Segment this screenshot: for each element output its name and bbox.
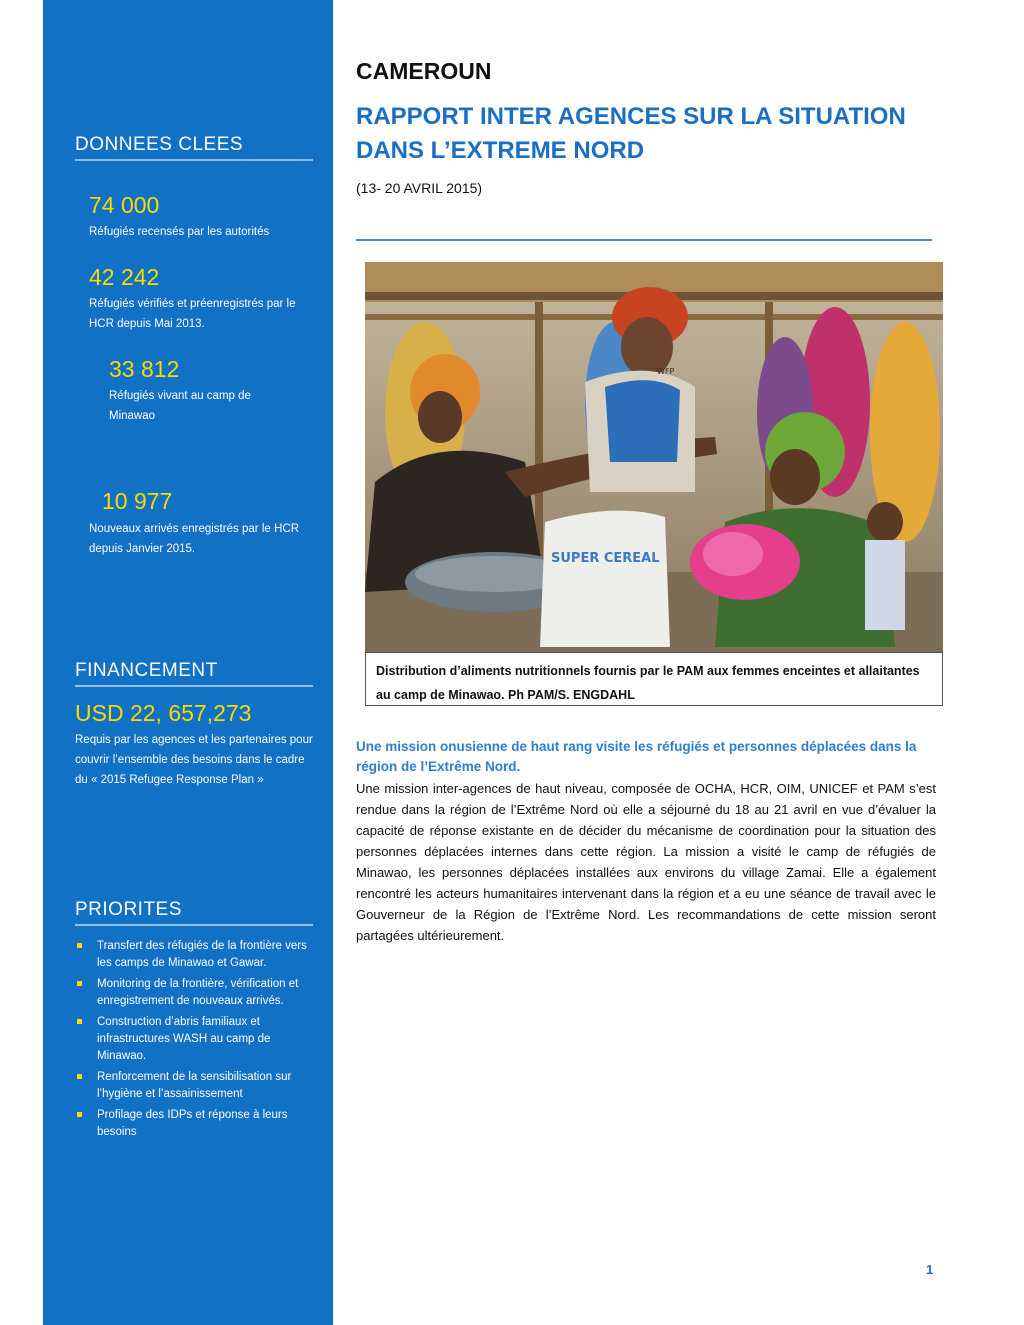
page-number: 1 <box>926 1262 934 1277</box>
stat-desc-new-arrivals: Nouveaux arrivés enregistrés par le HCR depuis Janvier 2015. <box>89 523 299 555</box>
sidebar <box>43 0 333 1325</box>
priorities-list <box>75 938 315 1145</box>
key-data-title: DONNEES CLEES <box>75 134 313 161</box>
square-bullet-icon <box>77 981 82 986</box>
stat-value-refugees-minawao: 33 812 <box>109 356 180 382</box>
funding-desc: Requis par les agences et les partenaires pour couvrir l’ensemble des besoins dans le cadre du « 2015 Refugee Response Plan » <box>75 734 313 786</box>
funding-value: USD 22, 657,273 <box>75 700 252 726</box>
square-bullet-icon <box>77 943 82 948</box>
stat-desc-refugees-verified: Réfugiés vérifiés et préenregistrés par le HCR depuis Mai 2013. <box>89 298 296 330</box>
stat-value-refugees-recensed: 74 000 <box>89 192 160 218</box>
report-title-line-2: DANS L’EXTREME NORD <box>356 137 645 164</box>
stat-desc-refugees-recensed: Réfugiés recensés par les autorités <box>89 226 270 238</box>
priority-item: Renforcement de la sensibilisation sur l’hygiène et l’assainissement <box>75 1069 315 1103</box>
header-divider <box>356 239 932 241</box>
stat-value-new-arrivals: 10 977 <box>102 488 173 514</box>
article-body: Une mission inter-agences de haut niveau, composée de OCHA, HCR, OIM, UNICEF et PAM s’est rendue dans la région de l’Extrême Nord où elle a séjourné du 18 au 21 avril en vue d’évaluer la capacité de réponse existante en de décider du mécanisme de coordination pour la situation des personnes déplacées internes dans cette région. La mission a visité le camp de réfugiés de Minawao, les personnes déplacées installées aux environs du village Zamai. Elle a également rencontré les acteurs humanitaires intervenant dans la région et a eu une séance de travail avec le Gouverneur de la Région de l’Extrême Nord. Les recommandations de cette mission seront partagées ultérieurement. <box>356 781 936 943</box>
priority-item: Profilage des IDPs et réponse à leurs besoins <box>75 1107 315 1141</box>
sack-label: SUPER CEREAL <box>551 551 660 566</box>
square-bullet-icon <box>77 1074 82 1079</box>
photo-caption: Distribution d’aliments nutritionnels fournis par le PAM aux femmes enceintes et allaitantes au camp de Minawao. Ph PAM/S. ENGDAHL <box>365 652 943 706</box>
article-subheading: Une mission onusienne de haut rang visite les réfugiés et personnes déplacées dans la région de l’Extrême Nord. <box>356 739 917 774</box>
stat-desc-refugees-minawao: Réfugiés vivant au camp de Minawao <box>109 390 251 422</box>
report-date: (13- 20 AVRIL 2015) <box>356 180 483 196</box>
funding-title: FINANCEMENT <box>75 660 313 687</box>
priority-item: Construction d’abris familiaux et infrastructures WASH au camp de Minawao. <box>75 1014 315 1065</box>
stat-value-refugees-verified: 42 242 <box>89 264 160 290</box>
report-title <box>356 100 916 168</box>
square-bullet-icon <box>77 1112 82 1117</box>
vest-label: WFP <box>657 367 675 376</box>
priorities-title: PRIORITES <box>75 899 313 926</box>
distribution-photo <box>365 262 943 652</box>
square-bullet-icon <box>77 1019 82 1024</box>
report-title-line-1: RAPPORT INTER AGENCES SUR LA SITUATION <box>356 103 906 130</box>
country-heading: CAMEROUN <box>356 58 492 84</box>
priority-item: Transfert des réfugiés de la frontière vers les camps de Minawao et Gawar. <box>75 938 315 972</box>
priority-item: Monitoring de la frontière, vérification et enregistrement de nouveaux arrivés. <box>75 976 315 1010</box>
